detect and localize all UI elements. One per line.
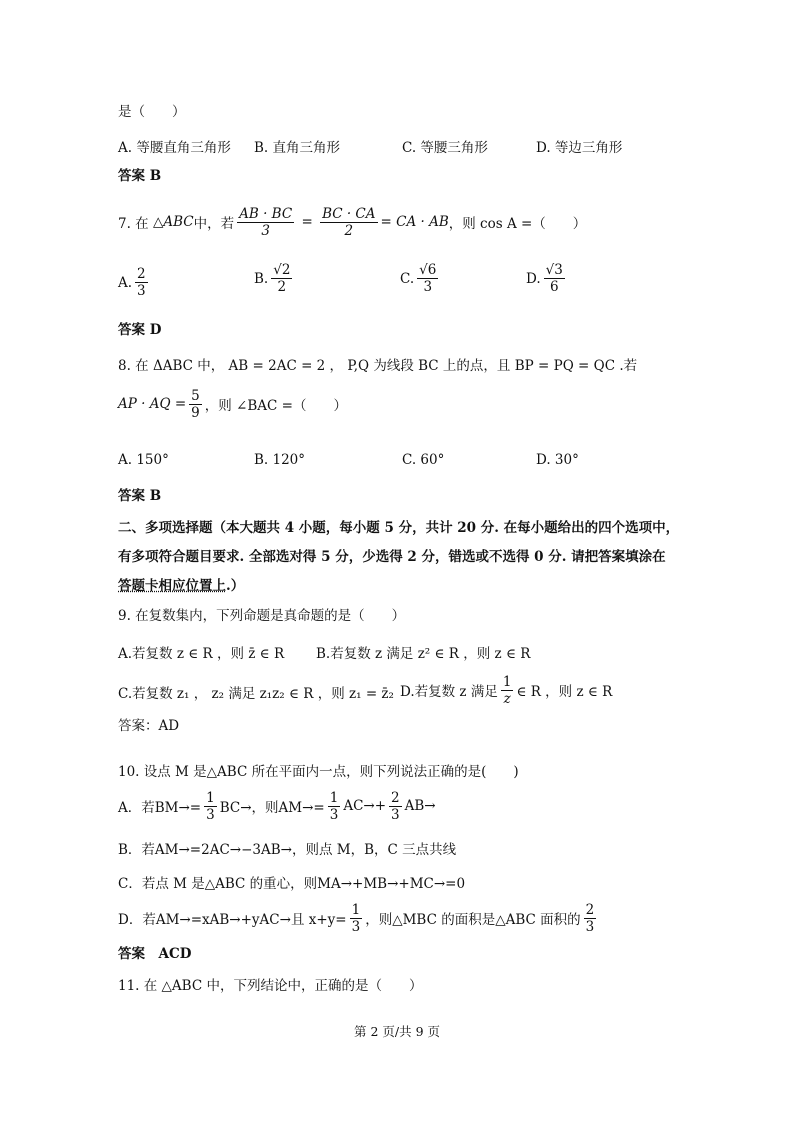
q7-tail: ，则 cos A =（ ） <box>448 216 587 232</box>
q9-option-d <box>400 670 612 710</box>
q8-option-a: A. 150° <box>118 452 169 468</box>
q7-triangle: △ABC <box>152 214 194 230</box>
q8-option-c: C. 60° <box>402 452 445 468</box>
q10-a-f3-num: 2 <box>391 789 400 806</box>
q7-b-num: √2 <box>273 262 291 278</box>
q10-a-f1-num: 1 <box>206 789 215 806</box>
q6-option-b: B. 直角三角形 <box>254 140 341 156</box>
q8-option-b: B. 120° <box>254 452 306 468</box>
section2-line-3 <box>118 576 244 596</box>
q7-d-label: D. <box>526 270 541 287</box>
q7-fraction-2 <box>320 206 377 239</box>
q9-d-prefix: D.若复数 z 满足 <box>400 684 498 700</box>
q10-a-fraction-2 <box>328 790 341 823</box>
q7-a-den: 3 <box>137 283 146 299</box>
q7-option-b <box>254 262 295 295</box>
q6-stem-end: 是（ ） <box>118 104 186 120</box>
q11-stem: 11. 在 △ABC 中，下列结论中，正确的是（ ） <box>118 978 423 994</box>
q7-d-fraction <box>544 262 565 295</box>
q10-option-a <box>118 788 436 824</box>
q7-b-den: 2 <box>277 279 287 295</box>
q7-f2-den: 2 <box>344 222 354 239</box>
q8-l2-tail: ，则 ∠BAC =（ ） <box>204 398 347 414</box>
q9-stem: 9. 在复数集内，下列命题是真命题的是（ ） <box>118 608 406 624</box>
q7-mid: 中，若 <box>193 216 235 232</box>
section2-line-2: 有多项符合题目要求. 全部选对得 5 分，少选得 2 分，错选或不选得 0 分. 请把答案填涂在 <box>118 549 666 565</box>
q6-option-a: A. 等腰直角三角形 <box>118 140 231 156</box>
q7-prefix: 7. 在 <box>118 216 149 232</box>
q7-d-den: 6 <box>549 279 559 295</box>
q10-stem: 10. 设点 M 是△ABC 所在平面内一点，则下列说法正确的是( ) <box>118 764 519 780</box>
q10-d-fraction-2 <box>584 902 597 935</box>
q7-answer: 答案 D <box>118 322 162 338</box>
q10-d-fraction-1 <box>350 902 363 935</box>
q8-l2-prefix: AP · AQ = <box>118 396 187 412</box>
q7-f1-num: AB · BC <box>239 205 293 222</box>
q10-option-b: B．若AM→=2AC→−3AB→，则点 M，B，C 三点共线 <box>118 842 457 858</box>
q9-d-den: z <box>503 690 511 707</box>
q7-f2-num: BC · CA <box>322 205 376 222</box>
q6-option-d: D. 等边三角形 <box>536 140 623 156</box>
q10-a-f2-num: 1 <box>329 789 339 806</box>
q6-option-c: C. 等腰三角形 <box>402 140 488 156</box>
q6-answer: 答案 B <box>118 168 162 184</box>
q10-option-d <box>118 900 599 936</box>
q10-a-f2-den: 3 <box>329 806 339 823</box>
q9-option-b: B.若复数 z 满足 z² ∈ R ，则 z ∈ R <box>316 646 531 662</box>
q9-d-num: 1 <box>502 673 512 690</box>
q7-stem: 7. 在 △ABC 中，若 $\frac{AB \cdot BC}{3}$ = $\frac{BC \cdot CA}{2}$ = CA · AB ，则 cos A =（ ） <box>118 205 587 239</box>
q10-a-mid2: AC→+ <box>343 798 387 814</box>
q10-a-fraction-3 <box>389 790 402 823</box>
q7-b-label: B. <box>254 270 269 287</box>
q7-a-fraction <box>135 266 148 299</box>
q8-line-1: 8. 在 ΔABC 中， AB = 2AC = 2 ， P,Q 为线段 BC 上的点，且 BP = PQ = QC .若 <box>118 358 638 374</box>
q10-d-mid: ，则△MBC 的面积是△ABC 面积的 <box>365 912 581 928</box>
q8-num: 5 <box>191 387 200 404</box>
q10-d-f2-num: 2 <box>585 901 595 918</box>
q10-a-tail: AB→ <box>404 798 436 814</box>
q7-fraction-1 <box>237 206 294 239</box>
q10-d-f1-num: 1 <box>351 901 361 918</box>
q9-answer: 答案：AD <box>118 718 180 734</box>
q7-f1-den: 3 <box>261 222 270 239</box>
q7-option-d <box>526 262 568 295</box>
q7-c-num: √6 <box>419 262 437 278</box>
q10-option-c: C．若点 M 是△ABC 的重心，则MA→+MB→+MC→=0 <box>118 876 466 892</box>
q10-d-f2-den: 3 <box>585 918 595 935</box>
q7-c-label: C. <box>400 270 415 287</box>
q9-option-a: A.若复数 z ∈ R ，则 z̄ ∈ R <box>118 646 285 662</box>
q10-a-f1-den: 3 <box>206 806 215 823</box>
section2-line-1: 二、多项选择题（本大题共 4 小题，每小题 5 分，共计 20 分. 在每小题给出的四个选项中， <box>118 520 680 536</box>
q7-a-num: 2 <box>137 266 146 282</box>
section2-line-3-emph: 答题卡相应位置上 <box>118 578 226 594</box>
q10-d-f1-den: 3 <box>351 918 361 935</box>
q9-d-tail: ∈ R ，则 z ∈ R <box>516 684 613 700</box>
q7-rhs: = CA · AB <box>380 214 449 230</box>
q10-d-prefix: D．若AM→=xAB→+yAC→且 x+y= <box>118 912 347 928</box>
q10-a-mid: BC→，则AM→= <box>219 800 325 816</box>
q10-answer: 答案 ACD <box>118 946 192 962</box>
q8-line-2 <box>118 384 347 424</box>
q8-fraction <box>189 388 202 421</box>
q7-b-fraction <box>271 262 292 295</box>
q7-option-c <box>400 262 441 295</box>
q8-den: 9 <box>191 404 200 421</box>
q9-d-fraction <box>501 674 514 707</box>
section2-line-3-end: .） <box>226 578 245 594</box>
q9-option-c: C.若复数 z₁ ， z₂ 满足 z₁z₂ ∈ R ，则 z₁ = z̄₂ <box>118 686 394 702</box>
q10-a-f3-den: 3 <box>391 806 400 823</box>
q10-a-fraction-1 <box>204 790 217 823</box>
q7-c-fraction <box>417 262 438 295</box>
page-footer: 第 2 页/共 9 页 <box>353 1024 440 1039</box>
q7-d-num: √3 <box>545 262 563 278</box>
q10-a-prefix: A．若BM→= <box>118 800 202 816</box>
q8-option-d: D. 30° <box>536 452 579 468</box>
q7-a-label: A. <box>118 274 133 291</box>
q7-c-den: 3 <box>423 279 433 295</box>
q7-option-a <box>118 266 151 299</box>
q8-answer: 答案 B <box>118 488 162 504</box>
